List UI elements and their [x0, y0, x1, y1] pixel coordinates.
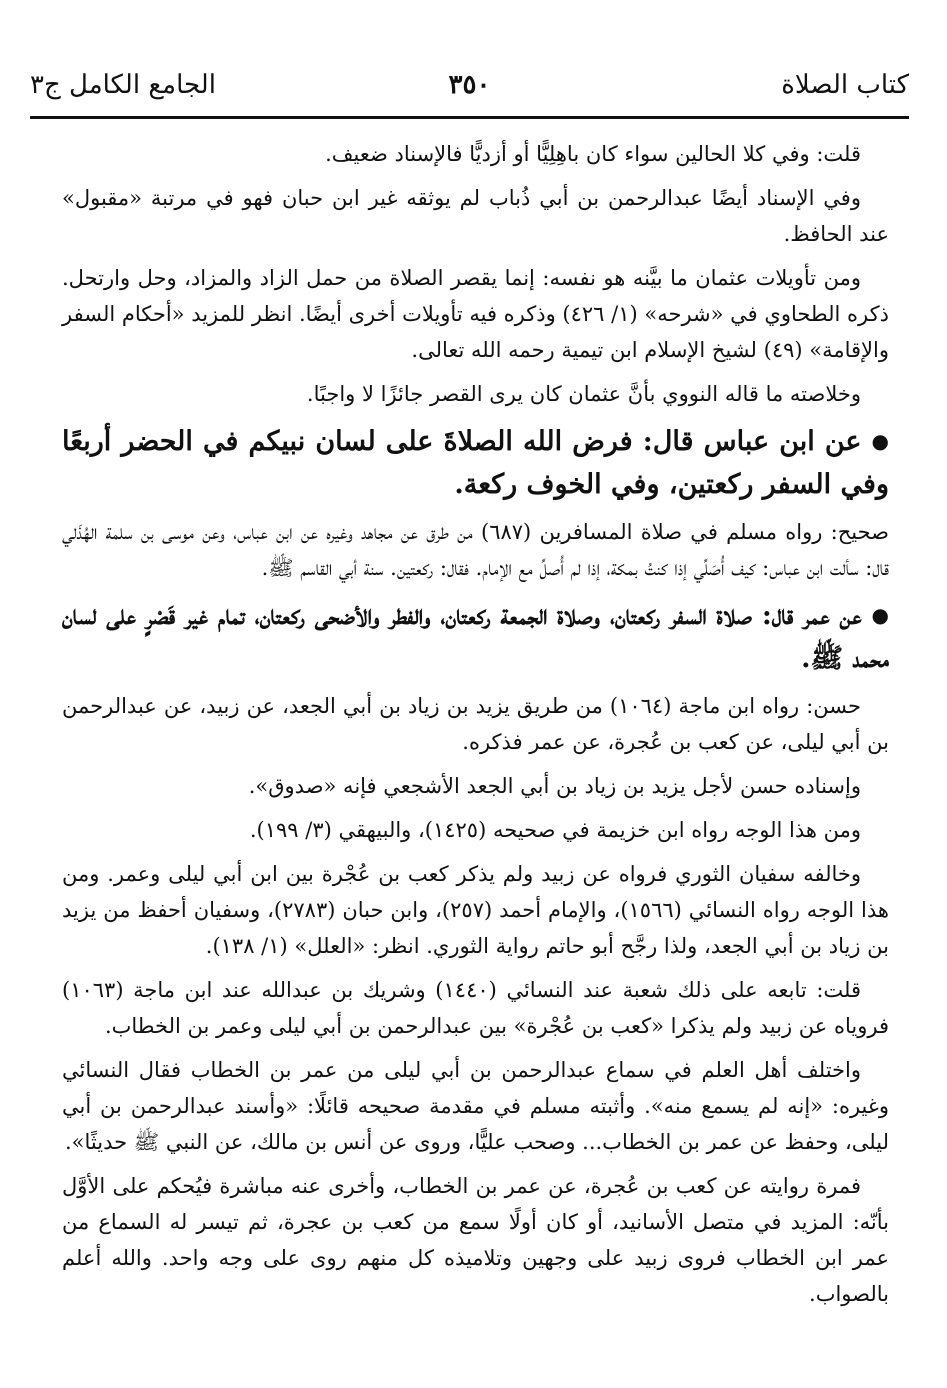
- running-header: [30, 70, 909, 114]
- paragraph: وإسناده حسن لأجل يزيد بن زياد بن أبي الجعد الأشجعي فإنه «صدوق».: [248, 774, 861, 798]
- paragraph: قلت: وفي كلا الحالين سواء كان باهِلِيًّا أو أزديًّا فالإسناد ضعيف.: [325, 142, 861, 166]
- paragraph: فمرة روايته عن كعب بن عُجرة، عن عمر بن الخطاب، وأخرى عنه مباشرة فيُحكم على الأوَّل بأنّه: المزيد في متصل الأسانيد، أو كان أولًا سمع من كعب بن عجرة، ثم تيسر له السماع من عمر ابن الخطاب فروى زبيد على وجهين وتلاميذه كل منهم روى على وجه واحد. والله أعلم بالصواب.: [62, 1174, 889, 1306]
- paragraph: وفي الإسناد أيضًا عبدالرحمن بن أبي ذُباب لم يوثقه غير ابن حبان فهو في مرتبة «مقبول» عند الحافظ.: [62, 186, 889, 246]
- paragraph: ومن تأويلات عثمان ما بيَّنه هو نفسه: إنما يقصر الصلاة من حمل الزاد والمزاد، وحل وارتحل. ذكره الطحاوي في «شرحه» (١/ ٤٢٦) وذكره فيه تأويلات أخرى أيضًا. انظر للمزيد «أحكام السفر والإقامة» (٤٩) لشيخ الإسلام ابن تيمية رحمه الله تعالى.: [62, 266, 889, 362]
- page-number: ٣٥٠: [448, 70, 491, 100]
- hadith-text: [62, 594, 889, 680]
- paragraph: ومن هذا الوجه رواه ابن خزيمة في صحيحه (١٤٢٥)، والبيهقي (٣/ ١٩٩).: [249, 818, 861, 842]
- bullet-icon: ●: [871, 429, 889, 453]
- paragraph: واختلف أهل العلم في سماع عبدالرحمن بن أبي ليلى من عمر بن الخطاب فقال النسائي وغيره: «إنه لم يسمع منه». وأثبته مسلم في مقدمة صحيحه قائلًا: «وأسند عبدالرحمن بن أبي ليلى، وحفظ عن عمر بن الخطاب... وصحب عليًّا، وروى عن أنس بن مالك، عن النبي ﷺ حديثًا».: [62, 1058, 889, 1154]
- page-body: [62, 136, 889, 1320]
- chapter-title: كتاب الصلاة: [781, 70, 909, 100]
- book-title: الجامع الكامل ج٣: [30, 70, 216, 100]
- paragraph: قلت: تابعه على ذلك شعبة عند النسائي (١٤٤٠) وشريك بن عبدالله عند ابن ماجة (١٠٦٣) فروياه عن زبيد ولم يذكرا «كعب بن عُجْرة» بين عبدالرحمن بن أبي ليلى وعمر بن الخطاب.: [62, 978, 889, 1038]
- hadith-body: عن ابن عباس قال: فرض الله الصلاةَ على لسان نبيكم في الحضر أربعًا وفي السفر ركعتين، وفي الخوف ركعة.: [62, 426, 889, 500]
- paragraph: وخلاصته ما قاله النووي بأنَّ عثمان كان يرى القصر جائزًا لا واجبًا.: [306, 382, 861, 406]
- takhrij-paragraph: صحيح: رواه مسلم في صلاة المسافرين (٦٨٧) من طرق عن مجاهد وغيره عن ابن عباس، وعن موسى بن سلمة الهُذَلي قال: سألت ابن عباس: كيف أُصَلِّي إذا كنتُ بمكة، إذا لم أُصلِّ مع الإمام. فقال: ركعتين. سنة أبي القاسم ﷺ.: [62, 520, 889, 580]
- hadith-body: عن عمر قال: صلاة السفر ركعتان، وصلاة الجمعة ركعتان، والفطر والأضحى ركعتان، تمام غير قَصْرٍ على لسان محمد ﷺ.: [62, 600, 889, 674]
- paragraph: حسن: رواه ابن ماجة (١٠٦٤) من طريق يزيد بن زياد بن أبي الجعد، عن زبيد، عن عبدالرحمن بن أبي ليلى، عن كعب بن عُجرة، عن عمر فذكره.: [62, 694, 889, 754]
- hadith-text: [62, 420, 889, 506]
- header-rule: [30, 116, 909, 119]
- bullet-icon: ●: [871, 603, 889, 627]
- paragraph: وخالفه سفيان الثوري فرواه عن زبيد ولم يذكر كعب بن عُجْرة بين ابن أبي ليلى وعمر. ومن هذا الوجه رواه النسائي (١٥٦٦)، والإمام أحمد (٢٥٧)، وابن حبان (٢٧٨٣)، وسفيان أحفظ من يزيد بن زياد بن أبي الجعد، ولذا رجَّح أبو حاتم رواية الثوري. انظر: «العلل» (١/ ١٣٨).: [62, 862, 889, 958]
